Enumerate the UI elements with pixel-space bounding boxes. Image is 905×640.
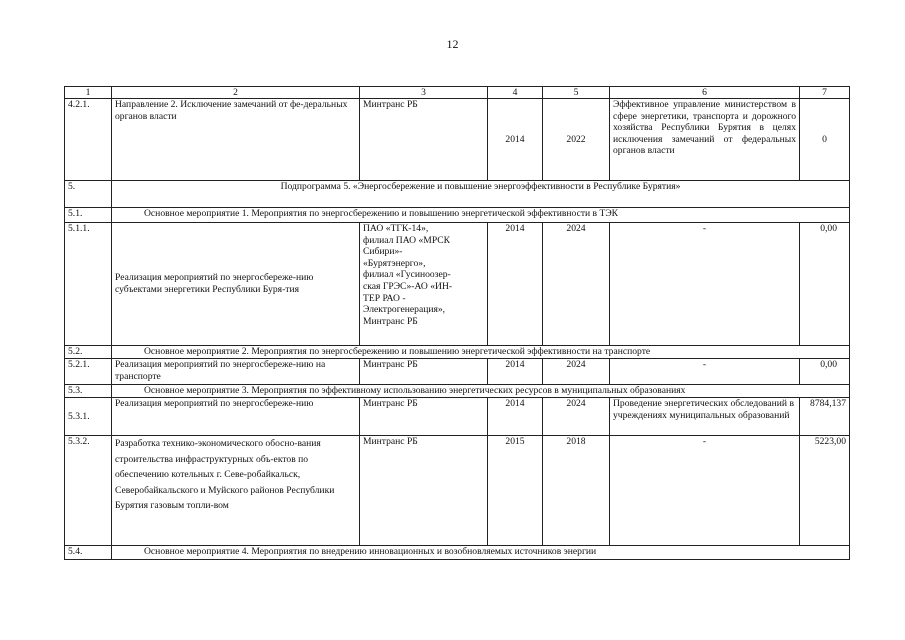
column-number-row: [65, 87, 850, 99]
row-number: 5.3.: [65, 385, 112, 398]
executor: Минтранс РБ: [360, 99, 488, 181]
main-activity-title: Основное мероприятие 3. Мероприятия по эффективному использованию энергетических ресурсов в муниципальных образованиях: [112, 385, 850, 398]
table-row: [65, 398, 850, 436]
table-row: [65, 436, 850, 546]
end-year: 2024: [543, 223, 610, 346]
row-number: 5.2.: [65, 346, 112, 359]
value: 8784,137: [800, 398, 850, 436]
value: 0,00: [800, 359, 850, 385]
subprogram-title: Подпрограмма 5. «Энергосбережение и повышение энергоэффективности в Республике Бурятия»: [112, 181, 850, 208]
start-year: 2014: [488, 359, 543, 385]
row-number: 5.1.1.: [65, 223, 112, 346]
column-header: 5: [543, 87, 610, 99]
subprogram-row: [65, 181, 850, 208]
start-year: 2014: [488, 223, 543, 346]
row-number: 5.3.1.: [65, 398, 112, 436]
main-activity-title: Основное мероприятие 1. Мероприятия по энергосбережению и повышению энергетической эффективности в ТЭК: [112, 208, 850, 223]
activity-name: Направление 2. Исключение замечаний от фе-деральных органов власти: [112, 99, 360, 181]
column-header: 6: [610, 87, 800, 99]
value: 5223,00: [800, 436, 850, 546]
row-number: 5.3.2.: [65, 436, 112, 546]
column-header: 7: [800, 87, 850, 99]
executor-line: ТЕР РАО -: [363, 292, 406, 304]
activity-name: Реализация мероприятий по энергосбереже-нию на транспорте: [112, 359, 360, 385]
executor-line: Минтранс РБ: [363, 315, 418, 327]
column-header: 1: [65, 87, 112, 99]
program-table: [64, 86, 850, 560]
value: 0,00: [800, 223, 850, 346]
row-number: 5.: [65, 181, 112, 208]
expected-result: Эффективное управление министерством в сфере энергетики, транспорта и дорожного хозяйства Республики Бурятия в целях исключения замечаний от федеральных органов власти: [610, 99, 800, 181]
end-year: 2024: [543, 398, 610, 436]
expected-result: -: [610, 223, 800, 346]
expected-result: -: [610, 359, 800, 385]
executor-line: ПАО «ТГК-14»,: [363, 223, 429, 234]
value: 0: [800, 99, 850, 181]
end-year: 2024: [543, 359, 610, 385]
main-activity-title: Основное мероприятие 4. Мероприятия по внедрению инновационных и возобновляемых источников энергии: [112, 546, 850, 560]
executor-line: «Бурятэнерго»,: [363, 257, 426, 269]
activity-name: Разработка технико-экономического обосно-вания строительства инфраструктурных объ-ектов по обеспечению котельных г. Севе-робайкальск, Северобайкальского и Муйского районов Республики Бурятия газовым топли-вом: [112, 436, 360, 546]
activity-name: Реализация мероприятий по энергосбереже-нию: [112, 398, 360, 436]
main-activity-row: [65, 208, 850, 223]
row-number: 4.2.1.: [65, 99, 112, 181]
row-number: 5.1.: [65, 208, 112, 223]
executor: [360, 223, 488, 346]
column-header: 4: [488, 87, 543, 99]
main-activity-row: [65, 346, 850, 359]
page-number: 12: [446, 37, 459, 51]
activity-name: Реализация мероприятий по энергосбереже-нию субъектами энергетики Республики Буря-тия: [112, 223, 360, 346]
row-number: 5.4.: [65, 546, 112, 560]
main-activity-title: Основное мероприятие 2. Мероприятия по энергосбережению и повышению энергетической эффективности на транспорте: [112, 346, 850, 359]
table-row: [65, 99, 850, 181]
executor-line: филиал «Гусиноозер-: [363, 269, 451, 281]
expected-result: Проведение энергетических обследований в учреждениях муниципальных образований: [610, 398, 800, 436]
table-row: [65, 223, 850, 346]
main-activity-row: [65, 385, 850, 398]
executor-line: Электрогенерация»,: [363, 304, 446, 316]
start-year: 2015: [488, 436, 543, 546]
executor-line: ская ГРЭС»-АО «ИН-: [363, 280, 453, 292]
executor-line: филиал ПАО «МРСК: [363, 234, 451, 246]
expected-result: -: [610, 436, 800, 546]
start-year: 2014: [488, 99, 543, 181]
end-year: 2022: [543, 99, 610, 181]
row-number: 5.2.1.: [65, 359, 112, 385]
column-header: 3: [360, 87, 488, 99]
column-header: 2: [112, 87, 360, 99]
table-row: [65, 359, 850, 385]
start-year: 2014: [488, 398, 543, 436]
end-year: 2018: [543, 436, 610, 546]
executor-line: Сибири»-: [363, 246, 403, 258]
executor: Минтранс РБ: [360, 359, 488, 385]
executor: Минтранс РБ: [360, 398, 488, 436]
executor: Минтранс РБ: [360, 436, 488, 546]
main-activity-row: [65, 546, 850, 560]
